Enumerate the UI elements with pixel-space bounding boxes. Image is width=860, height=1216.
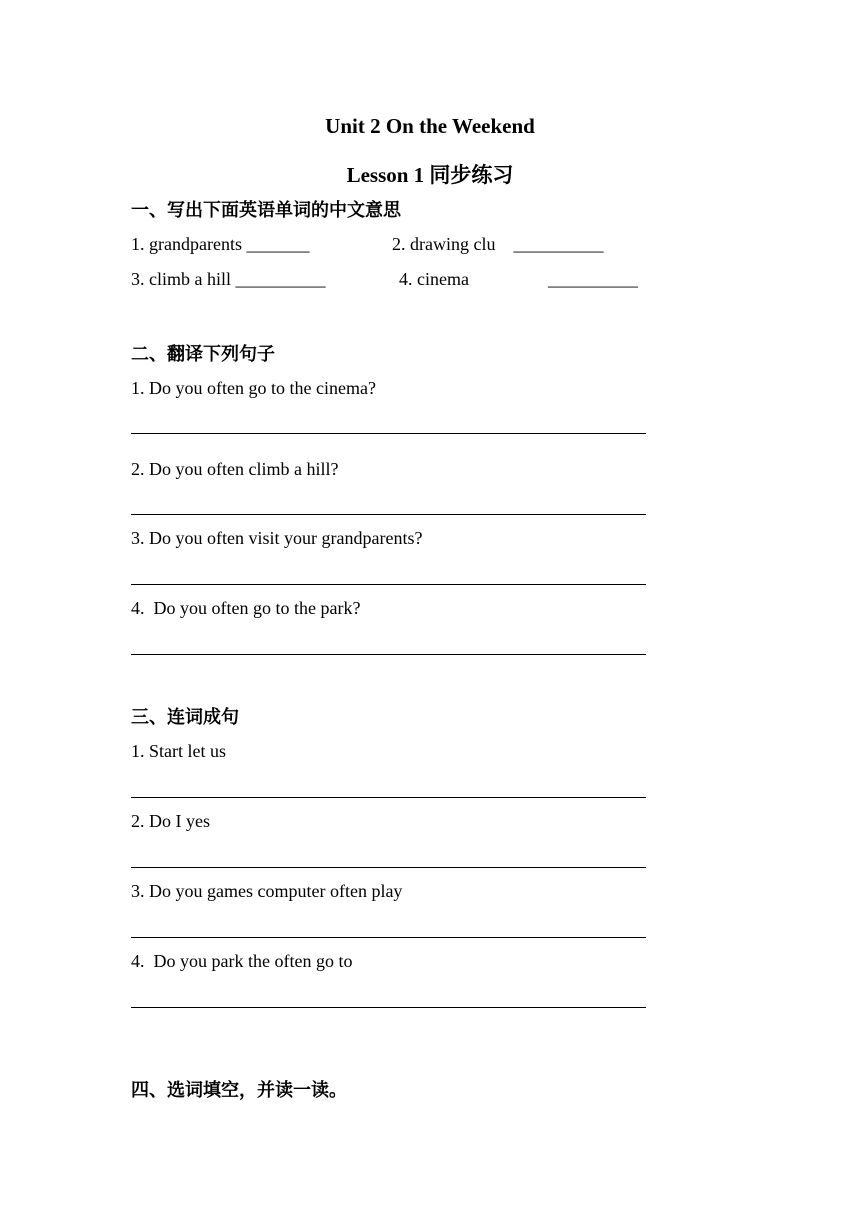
- vocab-item-4-blank: __________: [548, 269, 638, 289]
- answer-line: [131, 584, 646, 585]
- translate-item-1: 1. Do you often go to the cinema?: [131, 378, 376, 398]
- reorder-item-2: 2. Do I yes: [131, 811, 210, 831]
- answer-line: [131, 937, 646, 938]
- translate-item-3: 3. Do you often visit your grandparents?: [131, 528, 423, 548]
- reorder-item-1: 1. Start let us: [131, 741, 226, 761]
- answer-line: [131, 867, 646, 868]
- vocab-item-1: 1. grandparents _______: [131, 234, 310, 254]
- answer-line: [131, 654, 646, 655]
- section-3-heading: 三、连词成句: [131, 707, 239, 728]
- answer-line: [131, 514, 646, 515]
- section-4-heading: 四、选词填空，并读一读。: [131, 1080, 347, 1101]
- answer-line: [131, 797, 646, 798]
- page-subtitle: Lesson 1 同步练习: [346, 163, 514, 187]
- reorder-item-3: 3. Do you games computer often play: [131, 881, 403, 901]
- reorder-item-4: 4. Do you park the often go to: [131, 951, 353, 971]
- answer-line: [131, 433, 646, 434]
- vocab-item-2: 2. drawing clu __________: [392, 234, 604, 254]
- translate-item-2: 2. Do you often climb a hill?: [131, 459, 339, 479]
- vocab-item-3: 3. climb a hill __________: [131, 269, 326, 289]
- translate-item-4: 4. Do you often go to the park?: [131, 598, 361, 618]
- vocab-item-4: 4. cinema: [399, 269, 469, 289]
- page-title: Unit 2 On the Weekend: [325, 114, 535, 138]
- section-2-heading: 二、翻译下列句子: [131, 344, 275, 365]
- section-1-heading: 一、写出下面英语单词的中文意思: [131, 200, 401, 221]
- answer-line: [131, 1007, 646, 1008]
